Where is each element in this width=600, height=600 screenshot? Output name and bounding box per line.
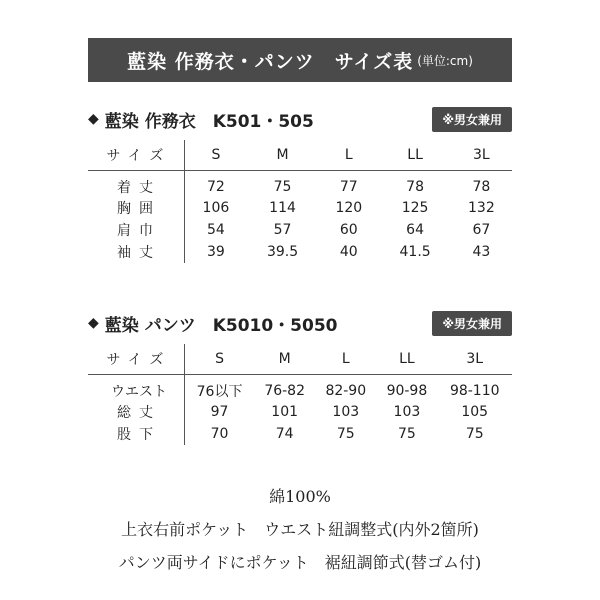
table-cell: 114: [269, 199, 296, 216]
table-row: [88, 219, 512, 241]
header-label: サイズ: [88, 140, 185, 170]
table-cell: 70: [210, 425, 229, 442]
table-cell: 120: [335, 199, 363, 216]
table-row: [88, 197, 512, 219]
unisex-badge: ※男女兼用: [432, 311, 512, 336]
row-label: 袖丈: [88, 241, 185, 263]
table-cell: 75: [336, 425, 355, 442]
row-label: 着丈: [88, 170, 185, 197]
row-label: 総丈: [88, 401, 185, 423]
pants-feature-note: パンツ両サイドにポケット 裾紐調節式(替ゴム付): [118, 553, 482, 572]
size-header: LL: [379, 140, 450, 170]
table-cell: 90-98: [386, 382, 428, 399]
header-label: サイズ: [88, 344, 185, 374]
table-header-row: [88, 140, 512, 170]
table-cell: 39: [207, 243, 225, 260]
table-cell: 105: [461, 403, 489, 420]
diamond-icon: ◆: [88, 315, 99, 331]
table-cell: 78: [406, 178, 424, 195]
table-cell: 103: [332, 403, 360, 420]
size-header: S: [185, 140, 247, 170]
table-cell: 60: [339, 221, 358, 238]
row-label: 肩巾: [88, 219, 185, 241]
section-header-pants: [88, 310, 512, 336]
unisex-badge: ※男女兼用: [432, 107, 512, 132]
table-header-row: [88, 344, 512, 374]
table-cell: 77: [339, 178, 358, 195]
table-cell: 72: [207, 178, 225, 195]
table-cell: 132: [468, 199, 495, 216]
table-cell: 97: [210, 403, 229, 420]
table-cell: 125: [401, 199, 429, 216]
table-cell: 106: [202, 199, 230, 216]
size-header: M: [247, 140, 318, 170]
table-row: [88, 423, 512, 445]
diamond-icon: ◆: [88, 111, 99, 127]
table-cell: 75: [273, 178, 292, 195]
row-label: 股下: [88, 423, 185, 445]
jacket-feature-note: 上衣右前ポケット ウエスト紐調整式(内外2箇所): [121, 520, 479, 539]
table-cell: 101: [271, 403, 299, 420]
table-row: [88, 401, 512, 423]
size-header: 3L: [451, 140, 512, 170]
size-header: L: [315, 344, 376, 374]
unit-label: (単位:cm): [417, 53, 473, 68]
table-cell: 75: [397, 425, 416, 442]
size-table-pants: [88, 344, 512, 445]
table-cell: 41.5: [399, 243, 431, 260]
size-header: LL: [376, 344, 437, 374]
table-row: [88, 170, 512, 197]
table-cell: 103: [393, 403, 421, 420]
table-cell: 43: [472, 243, 491, 260]
table-row: [88, 374, 512, 401]
size-header: L: [318, 140, 379, 170]
table-cell: 76-82: [264, 382, 305, 399]
size-header: 3L: [437, 344, 512, 374]
size-header: M: [254, 344, 315, 374]
table-cell: 78: [472, 178, 491, 195]
table-cell: 82-90: [325, 382, 367, 399]
table-cell: 39.5: [266, 243, 299, 260]
table-cell: 54: [207, 221, 225, 238]
table-cell: 75: [465, 425, 484, 442]
table-cell: 57: [273, 221, 292, 238]
table-cell: 74: [275, 425, 294, 442]
section-title: 藍染 作務衣 K501・505: [104, 111, 314, 132]
page-title: 藍染 作務衣・パンツ サイズ表: [127, 50, 414, 73]
section-header-samue: [88, 106, 512, 132]
table-cell: 76以下: [196, 383, 243, 400]
table-row: [88, 241, 512, 263]
row-label: ウエスト: [88, 374, 185, 401]
title-bar: [88, 38, 512, 82]
table-cell: 67: [472, 221, 491, 238]
section-title: 藍染 パンツ K5010・5050: [104, 315, 338, 336]
table-cell: 64: [406, 221, 424, 238]
table-cell: 40: [339, 243, 358, 260]
row-label: 胸囲: [88, 197, 185, 219]
size-table-samue: [88, 140, 512, 263]
table-cell: 98-110: [449, 382, 500, 399]
size-header: S: [185, 344, 255, 374]
material-note: 綿100%: [269, 487, 331, 506]
